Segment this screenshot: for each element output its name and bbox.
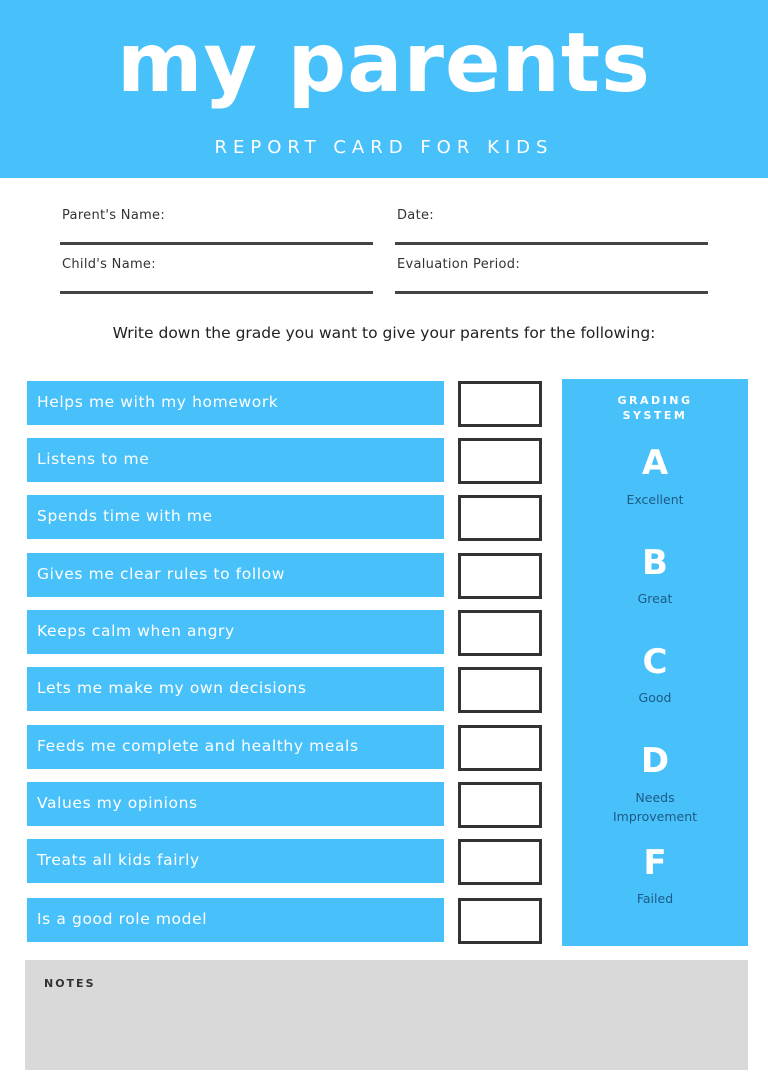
notes-area[interactable]: [25, 960, 748, 1070]
grade-box[interactable]: [458, 610, 542, 656]
notes-label: NOTES: [44, 977, 96, 990]
criterion-row: [27, 438, 444, 482]
grade-box[interactable]: [458, 839, 542, 885]
grade-label-d-line2: Improvement: [612, 809, 698, 824]
grade-box[interactable]: [458, 782, 542, 828]
page-subtitle: REPORT CARD FOR KIDS: [214, 137, 554, 158]
grade-letter-c: C: [642, 642, 668, 682]
evaluation-period-label: Evaluation Period:: [397, 257, 521, 272]
criterion-label: Lets me make my own decisions: [37, 679, 307, 697]
grading-title-line1: GRADING: [617, 394, 693, 407]
criterion-row: [27, 839, 444, 883]
criterion-label: Spends time with me: [37, 507, 213, 525]
parent-name-label: Parent's Name:: [62, 208, 166, 223]
criterion-label: Treats all kids fairly: [37, 851, 200, 869]
date-field[interactable]: [395, 194, 708, 245]
grade-box[interactable]: [458, 495, 542, 541]
grade-box[interactable]: [458, 898, 542, 944]
grading-title: [562, 393, 748, 423]
criterion-row: [27, 898, 444, 942]
criterion-label: Gives me clear rules to follow: [37, 565, 285, 583]
page-title: my parents: [117, 16, 651, 111]
criterion-label: Is a good role model: [37, 910, 208, 928]
grade-letter-f: F: [643, 843, 667, 883]
criterion-row: [27, 667, 444, 711]
parent-name-field[interactable]: [60, 194, 373, 245]
grade-letter-d: D: [640, 741, 670, 781]
criterion-row: [27, 725, 444, 769]
criterion-row: [27, 782, 444, 826]
grading-title-line2: SYSTEM: [622, 409, 688, 422]
grade-label-d: Needs: [635, 790, 675, 805]
grade-box[interactable]: [458, 553, 542, 599]
grade-label-a: Excellent: [626, 492, 684, 507]
grade-letter-b: B: [642, 543, 668, 583]
grade-label-b: Great: [637, 591, 673, 606]
grading-system-panel: [562, 379, 748, 946]
criterion-row: [27, 381, 444, 425]
grade-letter-a: A: [641, 443, 669, 483]
criterion-row: [27, 610, 444, 654]
instruction-text: Write down the grade you want to give your parents for the following:: [112, 324, 656, 342]
criterion-row: [27, 495, 444, 539]
grade-box[interactable]: [458, 381, 542, 427]
grade-label-c: Good: [638, 690, 672, 705]
header-banner: [0, 0, 768, 178]
criterion-label: Listens to me: [37, 450, 150, 468]
date-label: Date:: [397, 208, 434, 223]
child-name-label: Child's Name:: [62, 257, 156, 272]
criterion-label: Helps me with my homework: [37, 393, 279, 411]
criterion-label: Values my opinions: [37, 794, 198, 812]
grade-label-f: Failed: [636, 891, 674, 906]
grade-box[interactable]: [458, 438, 542, 484]
grade-box[interactable]: [458, 725, 542, 771]
child-name-field[interactable]: [60, 243, 373, 294]
criterion-label: Feeds me complete and healthy meals: [37, 737, 359, 755]
evaluation-period-field[interactable]: [395, 243, 708, 294]
criterion-row: [27, 553, 444, 597]
criterion-label: Keeps calm when angry: [37, 622, 235, 640]
grade-box[interactable]: [458, 667, 542, 713]
